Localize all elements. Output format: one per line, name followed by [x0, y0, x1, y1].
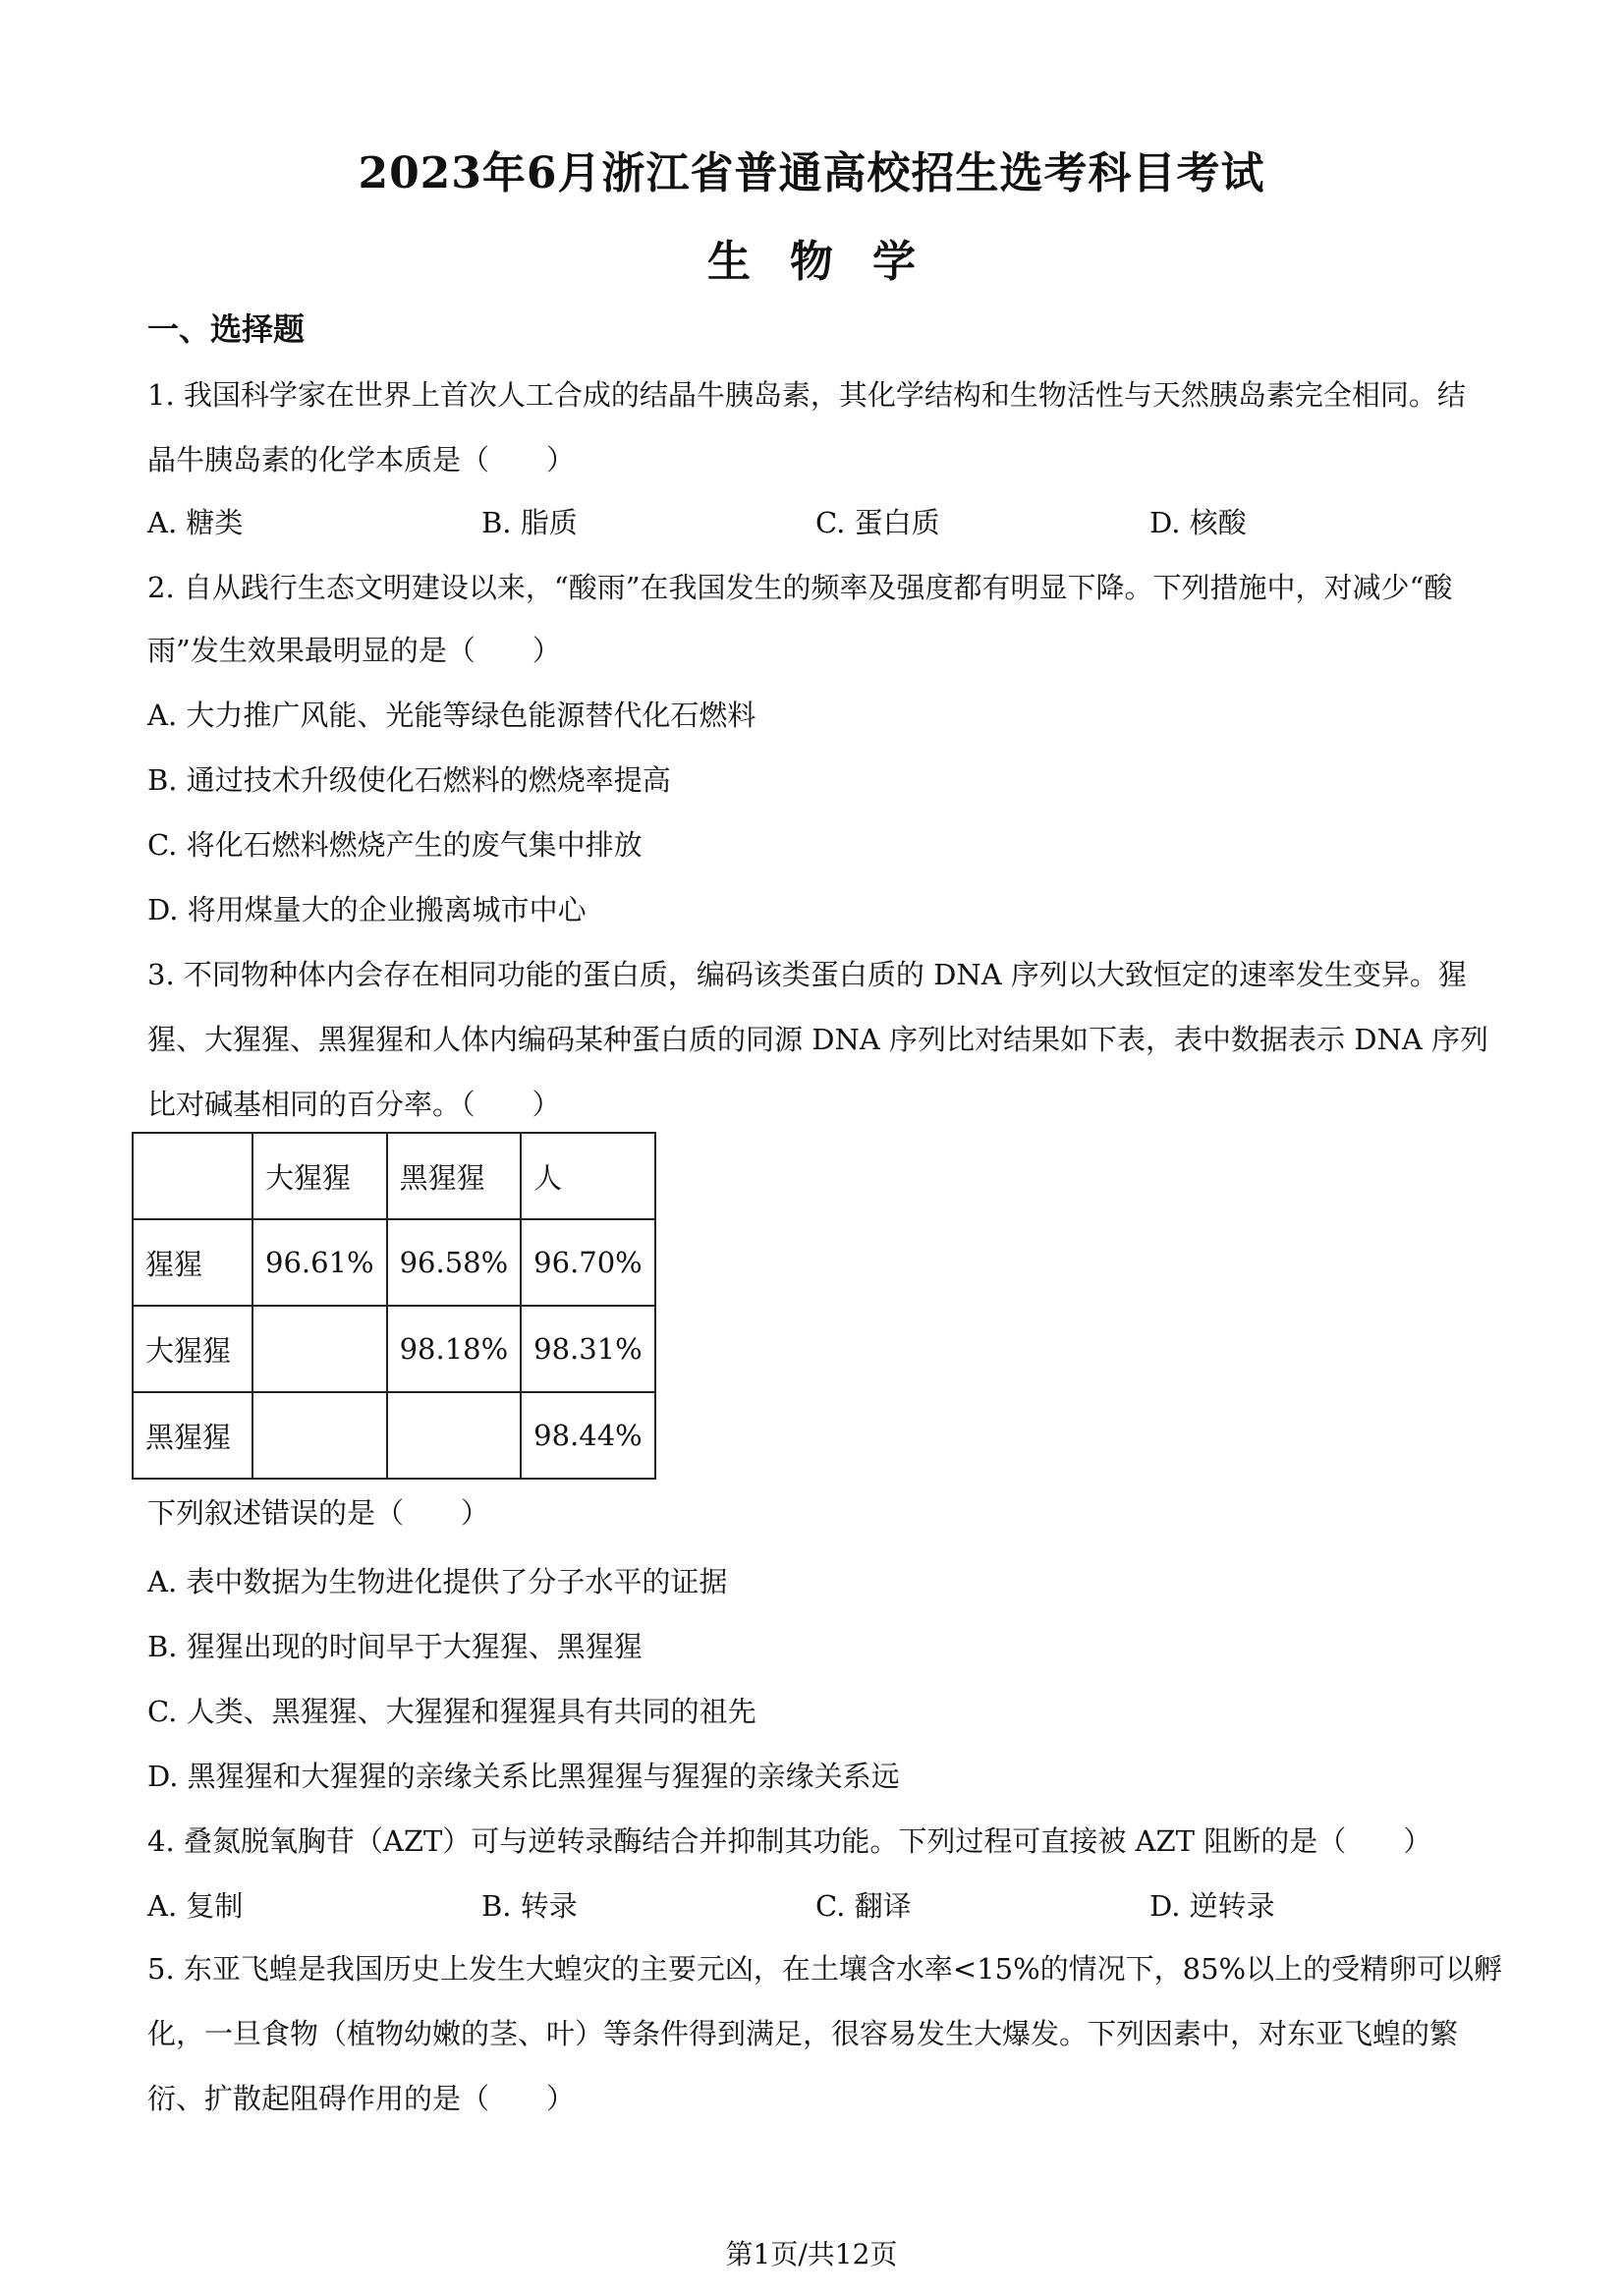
table-cell: 98.31% [521, 1306, 655, 1392]
q3-stem-line2: 猩、大猩猩、黑猩猩和人体内编码某种蛋白质的同源 DNA 序列比对结果如下表，表中数据表示 DNA 序列 [147, 1023, 1489, 1056]
q3-stem-line3: 比对碱基相同的百分率。（ ） [147, 1088, 561, 1121]
q4-option-d: D. 逆转录 [1149, 1889, 1275, 1923]
q2-option-a: A. 大力推广风能、光能等绿色能源替代化石燃料 [147, 699, 756, 732]
q2-stem-line2: 雨”发生效果最明显的是（ ） [147, 634, 561, 667]
table-header-row [133, 1133, 655, 1219]
q1-option-a: A. 糖类 [147, 506, 244, 539]
table-row [133, 1392, 655, 1479]
table-header-cell: 人 [521, 1133, 655, 1219]
q1-option-d: D. 核酸 [1149, 506, 1247, 539]
table-cell [387, 1392, 522, 1479]
table-row-label: 黑猩猩 [133, 1392, 252, 1479]
table-row [133, 1306, 655, 1392]
exam-title: 2023年6月浙江省普通高校招生选考科目考试 [358, 148, 1265, 198]
table-row [133, 1219, 655, 1306]
subject-title: 生物学 [707, 237, 955, 287]
table-corner-cell [133, 1133, 252, 1219]
q3-option-c: C. 人类、黑猩猩、大猩猩和猩猩具有共同的祖先 [147, 1695, 756, 1728]
q2-option-c: C. 将化石燃料燃烧产生的废气集中排放 [147, 828, 643, 862]
table-cell: 96.58% [387, 1219, 522, 1306]
table-cell [252, 1306, 387, 1392]
q4-option-c: C. 翻译 [815, 1889, 912, 1923]
table-cell: 96.61% [252, 1219, 387, 1306]
q3-stem-line1: 3. 不同物种体内会存在相同功能的蛋白质，编码该类蛋白质的 DNA 序列以大致恒定的速率发生变异。猩 [147, 958, 1467, 991]
q1-option-b: B. 脂质 [481, 506, 578, 539]
section-heading: 一、选择题 [147, 310, 306, 348]
page-footer: 第1页/共12页 [725, 2238, 898, 2270]
table-row-label: 大猩猩 [133, 1306, 252, 1392]
q4-option-b: B. 转录 [481, 1889, 578, 1923]
table-header-cell: 大猩猩 [252, 1133, 387, 1219]
q2-option-d: D. 将用煤量大的企业搬离城市中心 [147, 893, 587, 926]
q3-prompt: 下列叙述错误的是（ ） [147, 1496, 490, 1530]
q2-stem-line1: 2. 自从践行生态文明建设以来，“酸雨”在我国发生的频率及强度都有明显下降。下列措施中，对减少“酸 [147, 571, 1453, 604]
q1-stem-line2: 晶牛胰岛素的化学本质是（ ） [147, 443, 576, 476]
table-row-label: 猩猩 [133, 1219, 252, 1306]
table-cell: 96.70% [521, 1219, 655, 1306]
table-cell: 98.44% [521, 1392, 655, 1479]
q3-option-b: B. 猩猩出现的时间早于大猩猩、黑猩猩 [147, 1630, 643, 1663]
q1-option-c: C. 蛋白质 [815, 506, 940, 539]
table-cell: 98.18% [387, 1306, 522, 1392]
q2-option-b: B. 通过技术升级使化石燃料的燃烧率提高 [147, 763, 671, 797]
q3-option-a: A. 表中数据为生物进化提供了分子水平的证据 [147, 1565, 728, 1598]
q5-stem-line2: 化，一旦食物（植物幼嫩的茎、叶）等条件得到满足，很容易发生大爆发。下列因素中，对东亚飞蝗的繁 [147, 2017, 1459, 2050]
table-cell [252, 1392, 387, 1479]
q5-stem-line3: 衍、扩散起阻碍作用的是（ ） [147, 2082, 576, 2115]
q5-stem-line1: 5. 东亚飞蝗是我国历史上发生大蝗灾的主要元凶，在土壤含水率<15%的情况下，85%以上的受精卵可以孵 [147, 1952, 1503, 1986]
q3-option-d: D. 黑猩猩和大猩猩的亲缘关系比黑猩猩与猩猩的亲缘关系远 [147, 1760, 900, 1793]
table-header-cell: 黑猩猩 [387, 1133, 522, 1219]
q4-option-a: A. 复制 [147, 1889, 244, 1923]
q1-stem-line1: 1. 我国科学家在世界上首次人工合成的结晶牛胰岛素，其化学结构和生物活性与天然胰岛素完全相同。结 [147, 378, 1466, 412]
dna-comparison-table [132, 1132, 656, 1480]
q4-stem: 4. 叠氮脱氧胸苷（AZT）可与逆转录酶结合并抑制其功能。下列过程可直接被 AZT 阻断的是（ ） [147, 1824, 1432, 1858]
